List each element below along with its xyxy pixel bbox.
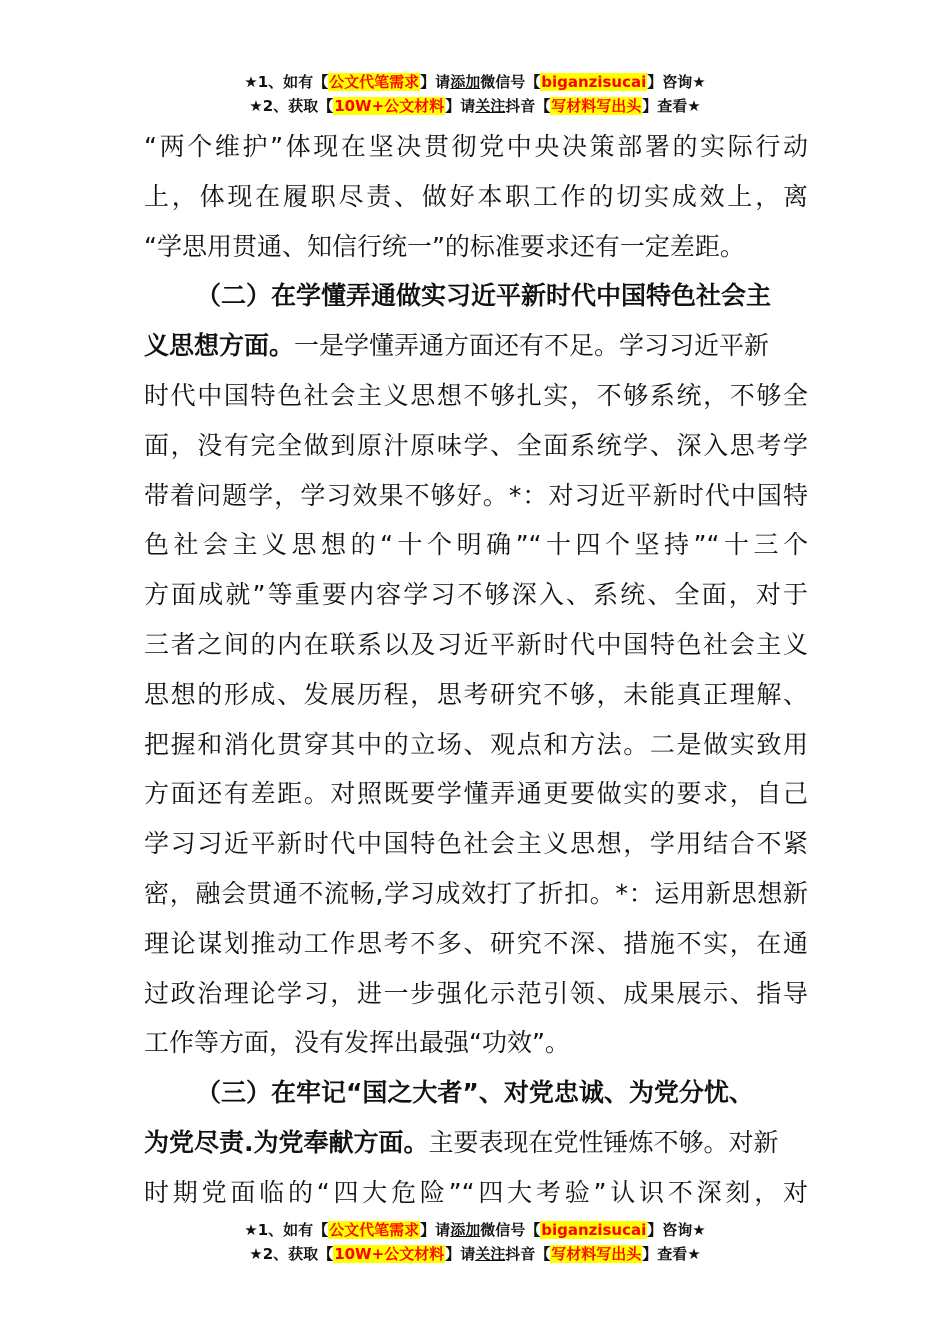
banner-line-1: ★1、如有【公文代笔需求】请添加微信号【biganzisucai】咨询★	[244, 1221, 706, 1239]
paragraph-line: 色社会主义思想的“十个明确”“十四个坚持”“十三个	[144, 530, 808, 560]
paragraph-line: 把握和消化贯穿其中的立场、观点和方法。二是做实致用	[144, 729, 808, 759]
paragraph-line: 时代中国特色社会主义思想不够扎实，不够系统，不够全	[144, 380, 808, 410]
paragraph-line: 为党尽责.为党奉献方面。主要表现在党性锤炼不够。对新	[144, 1127, 779, 1157]
banner-line-2: ★2、获取【10W+公文材料】请关注抖音【写材料写出头】查看★	[249, 97, 701, 115]
section-heading-2: （二）在学懂弄通做实习近平新时代中国特色社会主	[196, 281, 772, 311]
paragraph-line: 义思想方面。一是学懂弄通方面还有不足。学习习近平新	[144, 331, 770, 361]
paragraph-line: 上，体现在履职尽责、做好本职工作的切实成效上，离	[144, 181, 808, 211]
paragraph-line: 方面还有差距。对照既要学懂弄通更要做实的要求，自己	[144, 779, 808, 809]
section-heading-3: （三）在牢记“国之大者”、对党忠诚、为党分忧、	[196, 1078, 754, 1108]
paragraph-line: 密，融会贯通不流畅,学习成效打了折扣。*：运用新思想新	[144, 878, 808, 908]
paragraph-line: 带着问题学，学习效果不够好。*：对习近平新时代中国特	[144, 480, 808, 510]
document-body	[144, 122, 808, 1218]
paragraph-line: “学思用贯通、知信行统一”的标准要求还有一定差距。	[144, 231, 745, 261]
section-heading-2-end: 义思想方面。	[144, 331, 295, 361]
paragraph-line: “两个维护”体现在坚决贯彻党中央决策部署的实际行动	[144, 132, 808, 161]
paragraph-line: 时期党面临的“四大危险”“四大考验”认识不深刻，对	[144, 1177, 808, 1207]
header-banner	[0, 70, 950, 118]
paragraph-line: 过政治理论学习，进一步强化示范引领、成果展示、指导	[144, 978, 808, 1008]
paragraph-line: 思想的形成、发展历程，思考研究不够，未能真正理解、	[144, 679, 808, 709]
paragraph-line: 面，没有完全做到原汁原味学、全面系统学、深入思考学	[144, 430, 808, 460]
footer-banner	[0, 1218, 950, 1266]
paragraph-line: 学习习近平新时代中国特色社会主义思想，学用结合不紧	[144, 829, 808, 859]
paragraph-line: 三者之间的内在联系以及习近平新时代中国特色社会主义	[144, 629, 808, 659]
banner-line-1: ★1、如有【公文代笔需求】请添加微信号【biganzisucai】咨询★	[244, 73, 706, 91]
paragraph-line: 工作等方面，没有发挥出最强“功效”。	[144, 1028, 570, 1058]
section-heading-3-end: 为党尽责.为党奉献方面。	[144, 1127, 429, 1157]
paragraph-line: 理论谋划推动工作思考不多、研究不深、措施不实，在通	[144, 928, 808, 958]
paragraph-line: 方面成就”等重要内容学习不够深入、系统、全面，对于	[144, 580, 808, 610]
banner-line-2: ★2、获取【10W+公文材料】请关注抖音【写材料写出头】查看★	[249, 1245, 701, 1263]
